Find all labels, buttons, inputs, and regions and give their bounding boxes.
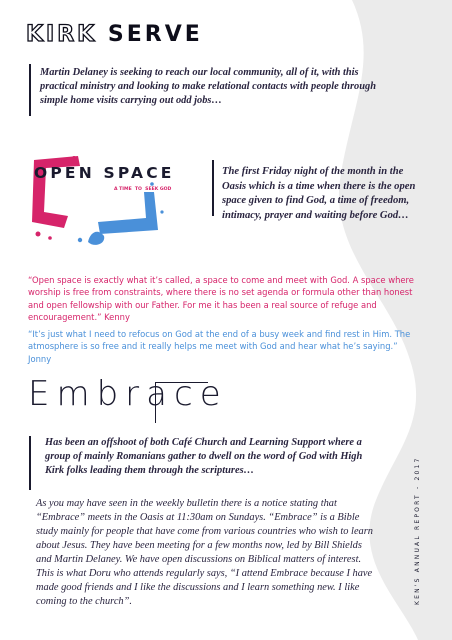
- quote-jonny: “It’s just what I need to refocus on God at the end of a busy week and find rest in Him. The atmosphere is so free and it really helps me meet with God and hear what he’s saying.” Jonny: [28, 329, 411, 364]
- title-serve: SERVE: [107, 22, 203, 47]
- embrace-bracket: [155, 382, 208, 423]
- embrace-intro: Has been an offshoot of both Café Church and Learning Support where a group of mainly Romanians gather to dwell on the word of God with High Kirk folks leading them through the scriptures…: [45, 437, 363, 476]
- logo-title: OPEN SPACE: [34, 164, 175, 182]
- intro-text: Martin Delaney is seeking to reach our local community, all of it, with this practical ministry and looking to make relational contacts with people through simple home visits carrying out odd jobs…: [40, 67, 376, 106]
- embrace-heading: Embrace: [28, 374, 228, 414]
- page-title: [26, 22, 203, 47]
- title-kirk: KIRK: [26, 22, 98, 47]
- embrace-body: As you may have seen in the weekly bulletin there is a notice stating that “Embrace” meets in the Oasis at 11:30am on Sundays. “Embrace” is a Bible study mainly for people that have come from various countries who wish to learn about Jesus. They have been meeting for a few months now, led by Bill Shields and Martin Delaney. We have open discussions on Biblical matters of interest. This is what Doru who attends regularly says, “I attend Embrace because I have made good friends and I like the discussions and I learn something new. I like coming to the church”.: [36, 498, 373, 607]
- open-space-bar: [212, 160, 214, 216]
- open-space-logo: [28, 152, 208, 252]
- side-report-label: KEN'S ANNUAL REPORT - 2017: [414, 456, 421, 605]
- intro-bar: [29, 64, 31, 116]
- quote-kenny: “Open space is exactly what it’s called, a space to come and meet with God. A space where worship is free from constraints, where there is no set agenda or formula other than honest and open fellowship with our Father. For me it has been a real source of refuge and encouragement.” Kenny: [28, 275, 414, 323]
- open-space-description: The first Friday night of the month in the Oasis which is a time when there is the open space given to find God, a time of freedom, intimacy, prayer and waiting before God…: [222, 166, 416, 221]
- logo-tagline: A TIME TO SEEK GOD: [114, 187, 172, 192]
- embrace-bar: [29, 436, 31, 490]
